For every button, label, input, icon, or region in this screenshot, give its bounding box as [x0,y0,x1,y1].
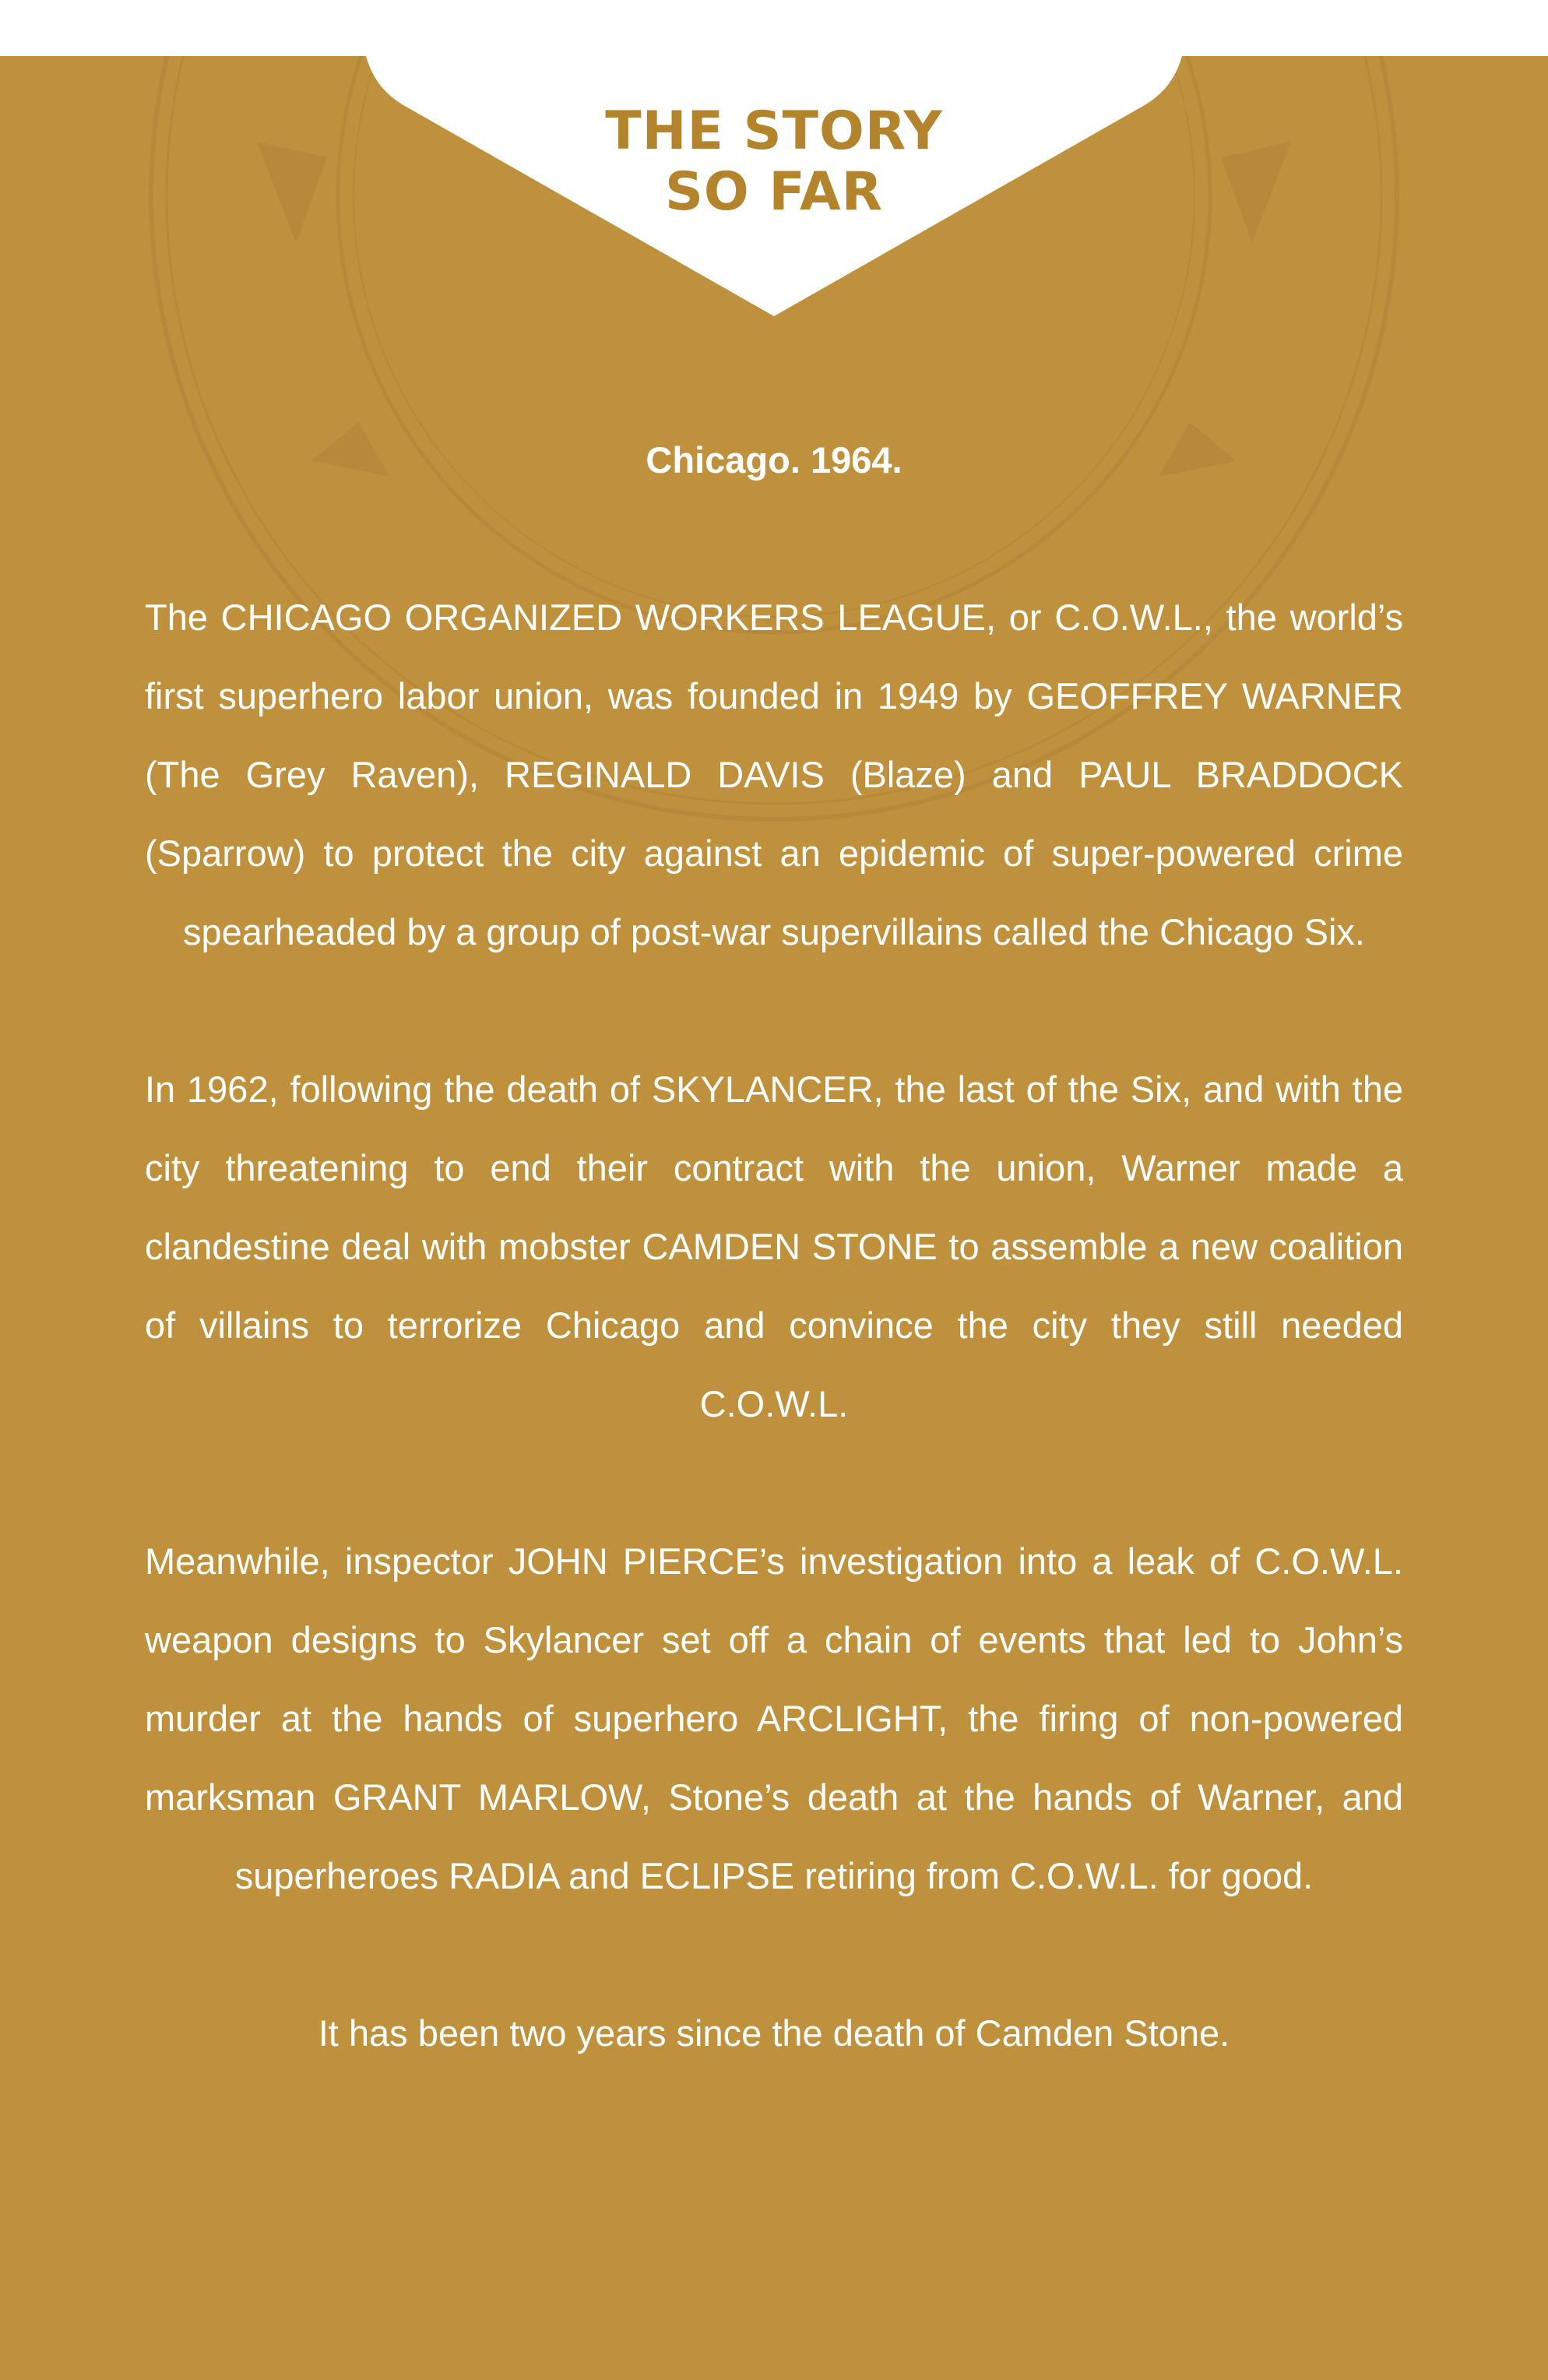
closing-line: It has been two years since the death of Camden Stone. [318,2012,1230,2054]
story-body [145,421,1403,2151]
title-line-2: SO FAR [664,161,884,223]
paragraph-investigation: Meanwhile, inspector JOHN PIERCE’s investigation into a leak of C.O.W.L. weapon designs to Skylancer set off a chain of events that led to John’s murder at the hands of superhero ARCLIGHT, the firing of non-powered marksman GRANT MARLOW, Stone’s death at the hands of Warner, and superheroes RADIA and ECLIPSE retiring from C.O.W.L. for good. [145,1540,1403,1896]
page-title [540,101,1008,223]
paragraph-deal: In 1962, following the death of SKYLANCER, the last of the Six, and with the city threatening to end their contract with the union, Warner made a clandestine deal with mobster CAMDEN STONE to assemble a new coalition of villains to terrorize Chicago and convince the city they still needed C.O.W.L. [145,1069,1403,1424]
paragraph-founding: The CHICAGO ORGANIZED WORKERS LEAGUE, or C.O.W.L., the world’s first superhero labor union, was founded in 1949 by GEOFFREY WARNER (The Grey Raven), REGINALD DAVIS (Blaze) and PAUL BRADDOCK (Sparrow) to protect the city against an epidemic of super-powered crime spearheaded by a group of post-war supervillains called the Chicago Six. [145,597,1403,952]
dateline: Chicago. 1964. [646,439,902,481]
title-line-1: THE STORY [605,100,943,162]
